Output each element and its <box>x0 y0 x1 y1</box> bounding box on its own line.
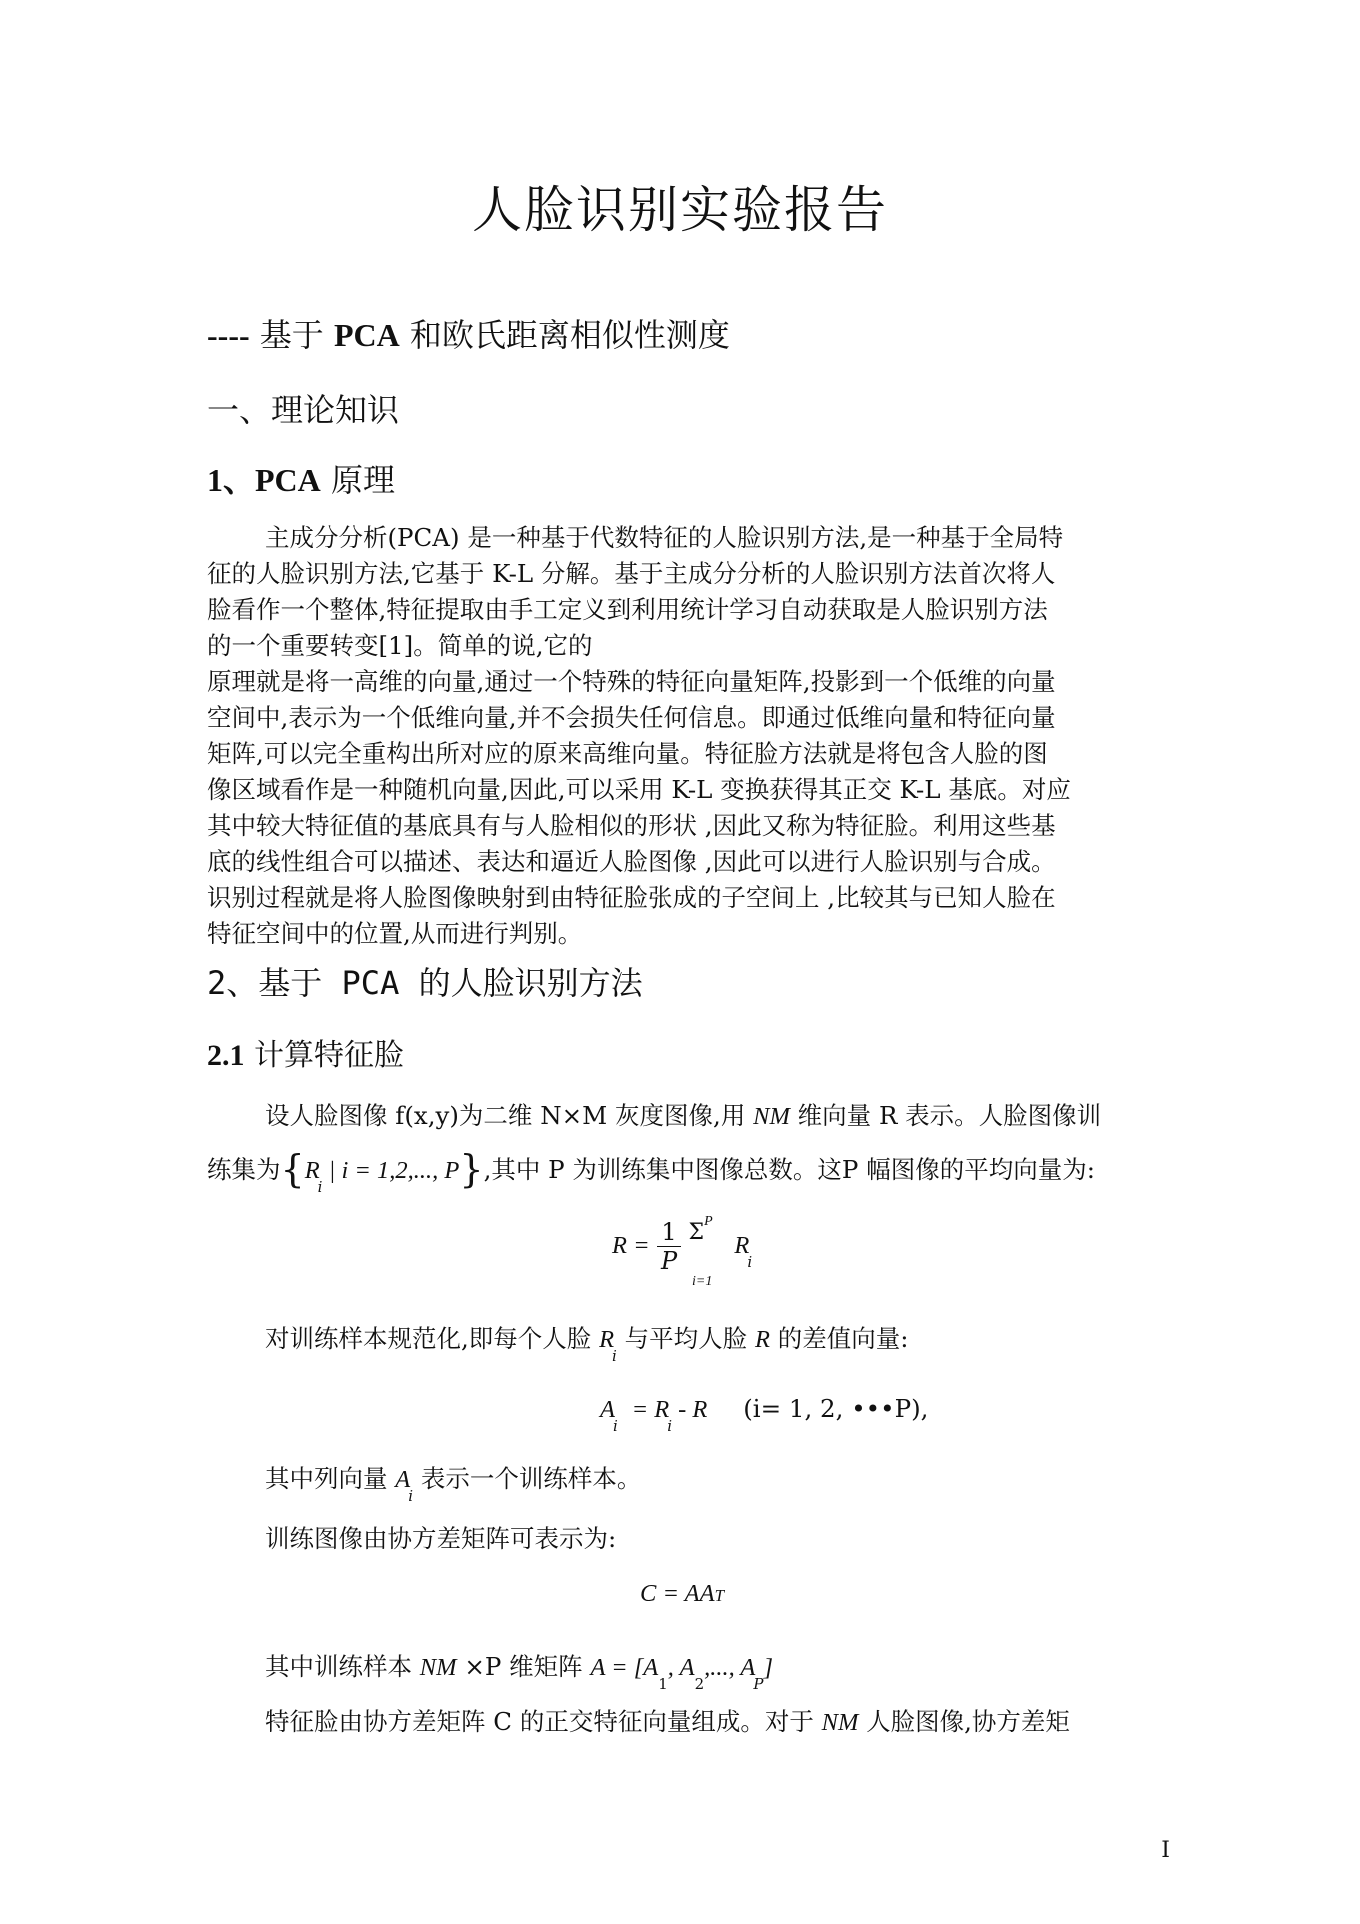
eq1-numerator: 1 <box>657 1218 680 1247</box>
paragraph-line: 识别过程就是将人脸图像映射到由特征脸张成的子空间上 ,比较其与已知人脸在 <box>207 883 1056 912</box>
report-subtitle <box>207 310 730 356</box>
difference-vector-equation <box>600 1394 929 1435</box>
page-number: I <box>1161 1838 1170 1863</box>
text-run: 表示一个训练样本。 <box>413 1464 642 1493</box>
math-subscript: i <box>612 1347 617 1365</box>
text-run: 的差值向量: <box>769 1324 909 1353</box>
math-ap: ,..., A <box>704 1654 756 1681</box>
eq2-rhs: = R <box>631 1396 670 1423</box>
eq1-sigma-lower: i=1 <box>692 1274 713 1289</box>
math-nm: NM <box>419 1654 457 1681</box>
math-subscript: i <box>408 1487 414 1505</box>
brace-open: { <box>280 1147 305 1191</box>
normalization-line <box>265 1320 909 1365</box>
pca-principle-paragraph <box>207 520 1167 952</box>
paragraph-line: 主成分分析(PCA) 是一种基于代数特征的人脸识别方法,是一种基于全局特 <box>265 523 1064 552</box>
eq1-denominator: P <box>660 1247 678 1275</box>
math-a2: , A <box>667 1654 695 1681</box>
section-heading-2-1 <box>207 1030 404 1074</box>
math-nm: NM <box>753 1103 790 1130</box>
math-nm: NM <box>821 1709 859 1736</box>
subtitle-rest: 和欧氏距离相似性测度 <box>409 316 730 354</box>
text-run: 与平均人脸 <box>616 1324 755 1353</box>
text-run: ×P 维矩阵 <box>456 1652 591 1681</box>
text-run: 维向量 R 表示。人脸图像训 <box>789 1101 1102 1130</box>
text-run: 人脸图像,协方差矩 <box>858 1707 1070 1736</box>
text-run: 设人脸图像 f(x,y)为二维 N×M 灰度图像,用 <box>265 1101 754 1130</box>
text-run: 其中训练样本 <box>265 1652 420 1681</box>
paragraph-line: 征的人脸识别方法,它基于 K-L 分解。基于主成分分析的人脸识别方法首次将人 <box>207 559 1056 588</box>
eigenface-composition-line <box>265 1703 1070 1738</box>
math-r: R <box>304 1157 320 1184</box>
eq1-term: R <box>734 1232 750 1259</box>
paragraph-line: 像区域看作是一种随机向量,因此,可以采用 K-L 变换获得其正交 K-L 基底。对应 <box>207 775 1071 804</box>
text-run: 特征脸由协方差矩阵 C 的正交特征向量组成。对于 <box>265 1707 822 1736</box>
subtitle-pca: PCA <box>333 317 400 353</box>
text-run: 对训练样本规范化,即每个人脸 <box>265 1324 600 1353</box>
eq3-text: C = AA <box>640 1580 715 1607</box>
math-r-mean: R <box>754 1326 770 1353</box>
mean-vector-equation <box>612 1214 753 1289</box>
heading-2-1-number: 2.1 <box>207 1039 245 1072</box>
eq2-a-subscript: i <box>612 1417 618 1435</box>
eq1-fraction <box>657 1218 680 1275</box>
report-title: 人脸识别实验报告 <box>472 181 888 239</box>
face-image-definition-line <box>265 1097 1101 1132</box>
eq2-range: (i= 1, 2, •••P), <box>743 1394 929 1423</box>
section-heading-1: 一、理论知识 <box>207 391 400 429</box>
math-a: A <box>395 1466 411 1493</box>
eq3-transpose: T <box>714 1586 725 1605</box>
math-bracket-close: ] <box>763 1654 774 1681</box>
section-heading-1-1 <box>207 455 395 501</box>
paragraph-line: 原理就是将一高维的向量,通过一个特殊的特征向量矩阵,投影到一个低维的向量 <box>207 667 1056 696</box>
paragraph-line: 其中较大特征值的基底具有与人脸相似的形状 ,因此又称为特征脸。利用这些基 <box>207 811 1056 840</box>
math-subscript: 2 <box>694 1675 705 1693</box>
heading-2-1-text: 计算特征脸 <box>254 1038 405 1073</box>
eq2-minus-mean: - R <box>672 1396 708 1423</box>
brace-close: } <box>459 1147 484 1191</box>
subtitle-dashes: ---- <box>207 317 250 353</box>
training-matrix-line <box>265 1648 774 1693</box>
math-subscript: 1 <box>658 1675 668 1693</box>
training-set-line <box>207 1143 1095 1196</box>
paragraph-line: 空间中,表示为一个低维向量,并不会损失任何信息。即通过低维向量和特征向量 <box>207 703 1056 732</box>
eq1-sigma-upper: P <box>704 1214 713 1229</box>
heading-1-1-number: 1、PCA <box>207 462 321 498</box>
eq1-lhs: R = <box>612 1232 650 1259</box>
column-vector-line <box>265 1460 642 1505</box>
text-run: 练集为 <box>207 1155 281 1184</box>
paragraph-line: 的一个重要转变[1]。简单的说,它的 <box>207 631 593 660</box>
text-run: 其中列向量 <box>265 1464 396 1493</box>
paragraph-line: 矩阵,可以完全重构出所对应的原来高维向量。特征脸方法就是将包含人脸的图 <box>207 739 1048 768</box>
math-r: R <box>599 1326 615 1353</box>
math-subscript: i <box>317 1178 323 1196</box>
eq2-a: A <box>600 1396 615 1423</box>
covariance-intro-line: 训练图像由协方差矩阵可表示为: <box>265 1524 617 1553</box>
math-set-range: | i = 1,2,..., P <box>322 1157 460 1184</box>
eq2-r-subscript: i <box>667 1417 673 1435</box>
section-heading-2: 2、基于 PCA 的人脸识别方法 <box>207 964 643 1002</box>
subtitle-prefix: 基于 <box>259 316 324 354</box>
paragraph-line: 特征空间中的位置,从而进行判别。 <box>207 919 583 948</box>
heading-1-1-text: 原理 <box>330 461 395 499</box>
paragraph-line: 底的线性组合可以描述、表达和逼近人脸图像 ,因此可以进行人脸识别与合成。 <box>207 847 1056 876</box>
text-run: ,其中 P 为训练集中图像总数。这P 幅图像的平均向量为: <box>483 1155 1095 1184</box>
eq1-term-subscript: i <box>747 1253 753 1271</box>
math-a-matrix: A = [A <box>590 1654 659 1681</box>
paragraph-line: 脸看作一个整体,特征提取由手工定义到利用统计学习自动获取是人脸识别方法 <box>207 595 1048 624</box>
math-subscript: P <box>753 1675 764 1693</box>
covariance-equation <box>640 1578 724 1608</box>
eq1-sigma: Σ <box>688 1220 705 1245</box>
